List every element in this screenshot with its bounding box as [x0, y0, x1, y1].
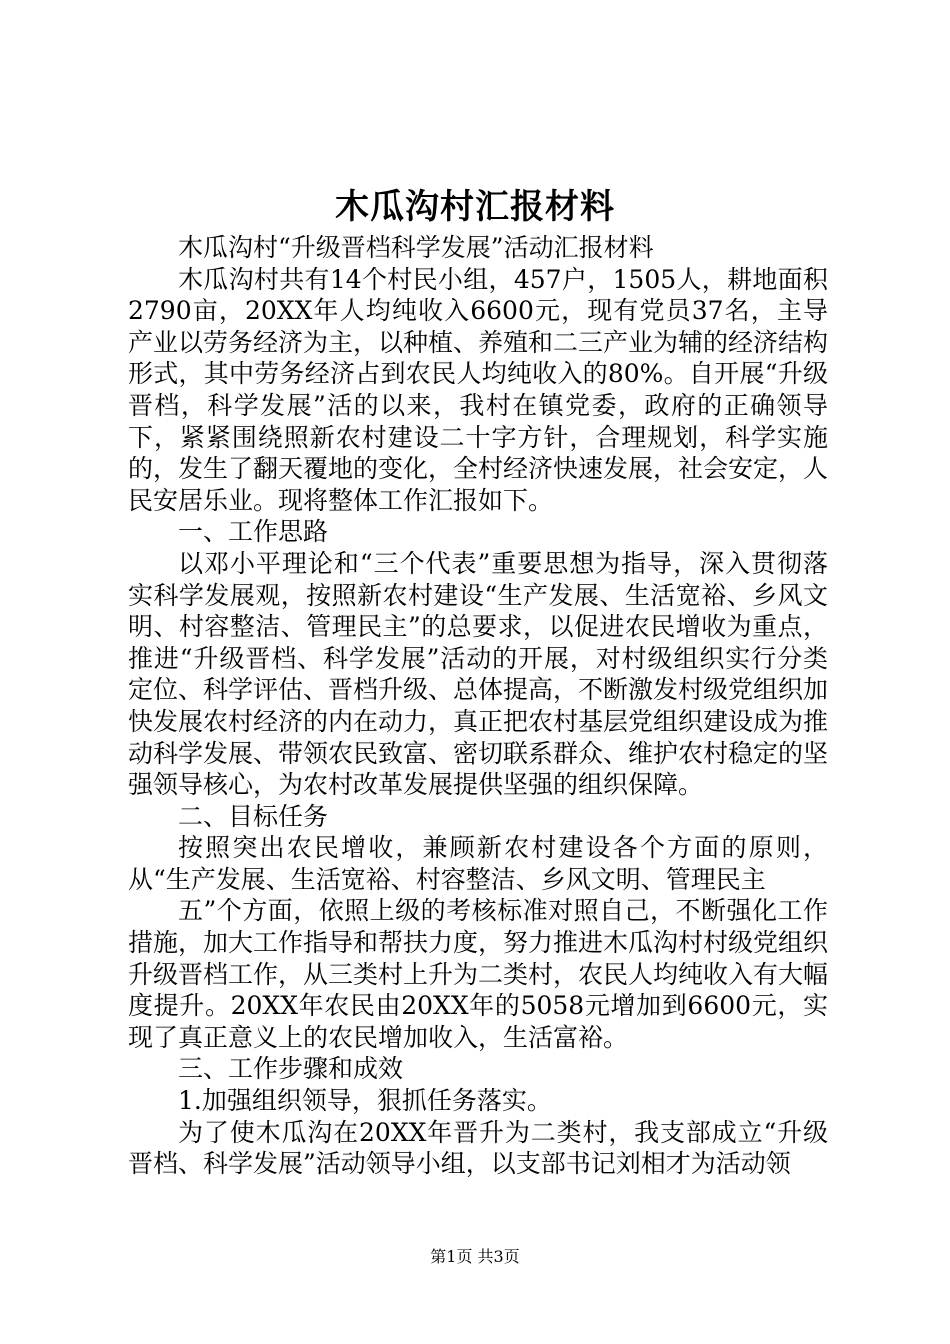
page-footer: 第1页 共3页: [430, 1247, 520, 1266]
goals-paragraph-continued: 五”个方面，依照上级的考核标准对照自己，不断强化工作措施，加大工作指导和帮扶力度，努力推进木瓜沟村村级党组织升级晋档工作，从三类村上升为二类村，农民人均纯收入有大幅度提升。20XX年农民由20XX年的5058元增加到6600元，实现了真正意义上的农民增加收入，生活富裕。: [128, 896, 829, 1052]
section-heading-goals: 二、目标任务: [178, 801, 329, 831]
section-heading-work-ideas: 一、工作思路: [178, 517, 329, 547]
work-ideas-paragraph: 以邓小平理论和“三个代表”重要思想为指导，深入贯彻落实科学发展观，按照新农村建设“生产发展、生活宽裕、乡风文明、村容整洁、管理民主”的总要求，以促进农民增收为重点，推进“升级晋档、科学发展”活动的开展，对村级组织实行分类定位、科学评估、晋档升级、总体提高，不断激发村级党组织加快发展农村经济的内在动力，真正把农村基层党组织建设成为推动科学发展、带领农民致富、密切联系群众、维护农村稳定的坚强领导核心，为农村改革发展提供坚强的组织保障。: [128, 548, 829, 800]
document-body: [128, 232, 828, 1180]
organization-paragraph: 为了使木瓜沟在20XX年晋升为二类村，我支部成立“升级晋档、科学发展”活动领导小组，以支部书记刘相才为活动领: [128, 1117, 828, 1179]
goals-paragraph: 按照突出农民增收，兼顾新农村建设各个方面的原则，从“生产发展、生活宽裕、村容整洁、乡风文明、管理民主: [128, 833, 828, 894]
intro-paragraph: 木瓜沟村共有14个村民小组，457户，1505人，耕地面积2790亩，20XX年人均纯收入6600元，现有党员37名，主导产业以劳务经济为主，以种植、养殖和二三产业为辅的经济结构形式，其中劳务经济占到农民人均纯收入的80%。自开展“升级晋档，科学发展”活的以来，我村在镇党委，政府的正确领导下，紧紧围绕照新农村建设二十字方针，合理规划，科学实施的，发生了翻天覆地的变化，全村经济快速发展，社会安定，人民安居乐业。现将整体工作汇报如下。: [128, 264, 829, 515]
subsection-heading-organization: 1.加强组织领导，狠抓任务落实。: [178, 1086, 552, 1116]
section-heading-steps: 三、工作步骤和成效: [178, 1054, 404, 1084]
subtitle-paragraph: 木瓜沟村“升级晋档科学发展”活动汇报材料: [178, 233, 654, 262]
document-title: 木瓜沟村汇报材料: [335, 187, 615, 227]
